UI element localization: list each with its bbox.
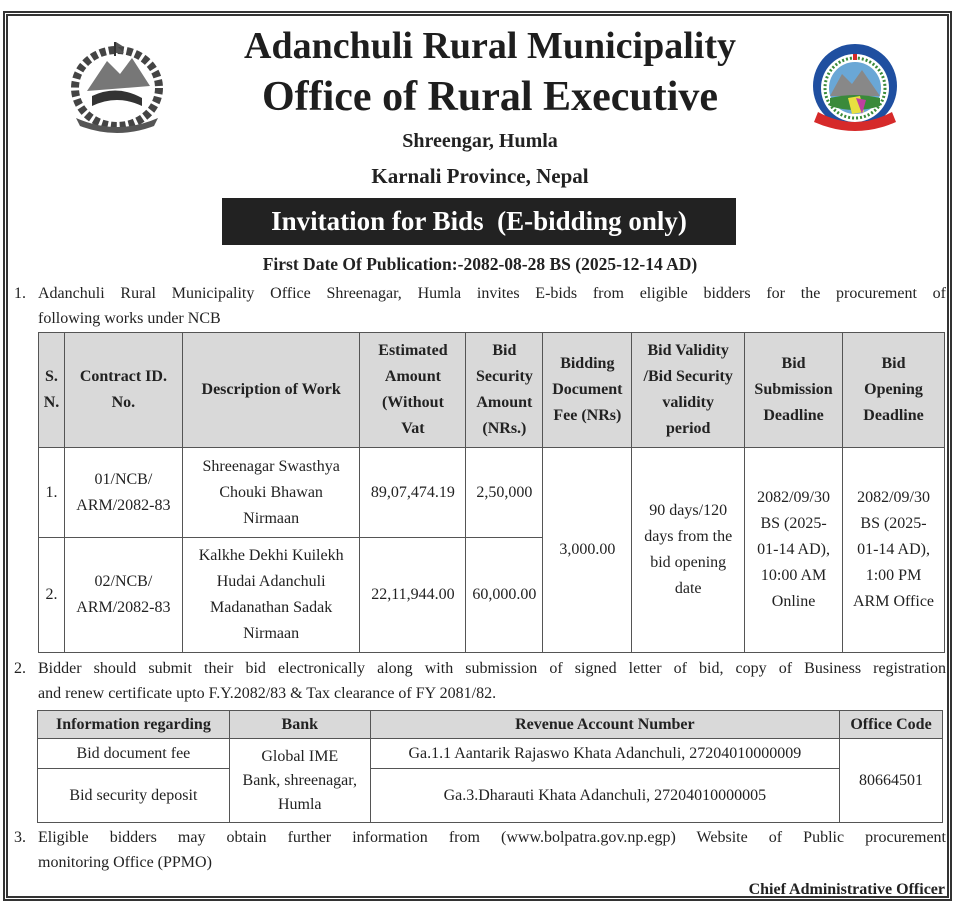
table-row <box>38 739 943 769</box>
cell-account: Ga.3.Dharauti Khata Adanchuli, 27204010000005 <box>370 769 839 823</box>
cell-sn: 1. <box>39 448 65 538</box>
header-contract-id <box>64 333 182 448</box>
header-opening-deadline <box>843 333 945 448</box>
paragraph-3 <box>14 825 946 875</box>
cell-text-line: Kalkhe Dekhi Kuilekh <box>198 547 344 564</box>
cell-text-line: Bid <box>881 355 906 372</box>
cell-text-line: Nirmaan <box>243 625 300 642</box>
cell-text-line: Contract ID. <box>79 368 167 385</box>
paragraph-number: 2. <box>14 660 26 677</box>
cell-text-line: Humla <box>277 795 322 813</box>
cell-text-line: 01/NCB/ <box>94 470 153 488</box>
paragraph-text-line: Adanchuli Rural Municipality Office Shreenagar, Humla invites E-bids from eligible bidders for the procurement of <box>38 285 946 302</box>
paragraph-2 <box>14 656 946 706</box>
address-line-2: Karnali Province, Nepal <box>371 164 589 188</box>
header-information-regarding: Information regarding <box>38 711 230 739</box>
header-validity <box>632 333 745 448</box>
cell-submission-deadline <box>745 448 843 653</box>
header-office-code: Office Code <box>840 711 943 739</box>
paragraph-text-line: Bidder should submit their bid electronically along with submission of signed letter of bid, copy of Business registration <box>38 660 946 677</box>
paragraph-text-line: monitoring Office (PPMO) <box>38 854 212 871</box>
cell-text-line: Deadline <box>863 407 924 424</box>
cell-text-line: 1:00 PM <box>865 567 922 584</box>
cell-text-line: Fee (NRs) <box>553 407 622 424</box>
cell-info: Bid document fee <box>38 739 230 769</box>
cell-text-line: Shreenagar Swasthya <box>202 457 340 475</box>
cell-text-line: Chouki Bhawan <box>219 483 323 501</box>
cell-text-line: validity <box>662 394 714 411</box>
cell-info: Bid security deposit <box>38 769 230 823</box>
cell-bid-security: 60,000.00 <box>466 538 543 653</box>
cell-text-line: 02/NCB/ <box>94 573 153 590</box>
cell-text-line: Bidding <box>560 355 615 372</box>
header-bid-security <box>466 333 543 448</box>
header-submission-deadline <box>745 333 843 448</box>
cell-text-line: 2082/09/30 <box>757 489 830 506</box>
publication-date: First Date Of Publication:-2082-08-28 BS (2025-12-14 AD) <box>262 254 698 274</box>
cell-text-line: 10:00 AM <box>760 567 827 584</box>
cell-text-line: Opening <box>864 381 923 398</box>
cell-text-line: 01-14 AD), <box>857 541 930 558</box>
header-sn <box>39 333 65 448</box>
cell-description <box>182 448 360 538</box>
cell-text-line: ARM/2082-83 <box>76 496 171 514</box>
cell-contract-id <box>64 448 182 538</box>
header-description <box>182 333 360 448</box>
cell-office-code: 80664501 <box>840 739 943 823</box>
municipality-name: Adanchuli Rural Municipality <box>244 25 736 67</box>
paragraph-text-line: following works under NCB <box>38 310 221 327</box>
table-header-row <box>39 333 945 448</box>
address-line-1: Shreengar, Humla <box>402 130 558 152</box>
cell-text-line: Bid <box>781 355 806 372</box>
cell-text-line: Submission <box>754 381 833 398</box>
cell-document-fee: 3,000.00 <box>543 448 632 653</box>
cell-text-line: Hudai Adanchuli <box>216 573 326 590</box>
cell-text-line: Bid Validity <box>647 342 729 359</box>
cell-contract-id <box>64 538 182 653</box>
cell-text-line: Document <box>552 381 623 398</box>
cell-bank <box>229 739 370 823</box>
cell-text-line: Description of Work <box>201 381 341 398</box>
cell-bid-security: 2,50,000 <box>466 448 543 538</box>
paragraph-text-line: and renew certificate upto F.Y.2082/83 & Tax clearance of FY 2081/82. <box>38 685 497 702</box>
cell-opening-deadline <box>843 448 945 653</box>
cell-text-line: Bank, shreenagar, <box>242 771 357 789</box>
paragraph-text-line: Eligible bidders may obtain further information from (www.bolpatra.gov.np.egp) Website of Public procurement <box>38 829 946 846</box>
header-document-fee <box>543 333 632 448</box>
cell-text-line: BS (2025- <box>760 515 827 532</box>
cell-account: Ga.1.1 Aantarik Rajaswo Khata Adanchuli, 27204010000009 <box>370 739 839 769</box>
table-header-row <box>38 711 943 739</box>
bank-account-table <box>37 710 943 823</box>
header-bank: Bank <box>229 711 370 739</box>
cell-text-line: days from the <box>644 528 733 545</box>
notice-title-banner: Invitation for Bids (E-bidding only) <box>222 198 736 245</box>
cell-text-line: Bid <box>492 342 517 359</box>
cell-estimated-amount: 22,11,944.00 <box>360 538 466 653</box>
cell-text-line: N. <box>43 394 60 411</box>
header-estimated-amount <box>360 333 466 448</box>
cell-text-line: Amount <box>384 368 441 385</box>
cell-text-line: 2082/09/30 <box>857 489 930 506</box>
cell-text-line: Amount <box>476 394 533 411</box>
cell-text-line: BS (2025- <box>860 515 927 532</box>
cell-text-line: Vat <box>401 420 425 437</box>
municipality-logo-icon <box>810 40 900 136</box>
office-name: Office of Rural Executive <box>261 74 719 120</box>
cell-text-line: ARM Office <box>853 593 935 610</box>
paragraph-1 <box>14 281 946 331</box>
cell-text-line: Nirmaan <box>243 509 300 527</box>
cell-text-line: 01-14 AD), <box>757 541 830 558</box>
cell-description <box>182 538 360 653</box>
cell-text-line: (NRs.) <box>482 420 527 437</box>
cell-text-line: Estimated <box>378 342 448 359</box>
cell-estimated-amount: 89,07,474.19 <box>360 448 466 538</box>
cell-text-line: S. <box>45 368 58 385</box>
table-row <box>38 769 943 823</box>
cell-text-line: date <box>674 580 702 597</box>
cell-text-line: bid opening <box>650 554 727 571</box>
cell-text-line: /Bid Security <box>643 368 733 385</box>
cell-text-line: ARM/2082-83 <box>76 599 171 616</box>
cell-text-line: (Without <box>381 394 444 411</box>
cell-sn: 2. <box>39 538 65 653</box>
paragraph-number: 1. <box>14 285 26 302</box>
paragraph-number: 3. <box>14 829 26 846</box>
cell-text-line: Global IME <box>261 747 339 765</box>
header-revenue-account: Revenue Account Number <box>370 711 839 739</box>
cell-text-line: period <box>665 420 711 437</box>
cell-text-line: Online <box>771 593 816 610</box>
cell-text-line: Madanathan Sadak <box>210 599 333 616</box>
cell-text-line: Security <box>475 368 533 385</box>
works-table <box>38 332 945 653</box>
cell-text-line: Deadline <box>763 407 824 424</box>
cell-text-line: 90 days/120 <box>649 502 728 519</box>
cell-validity <box>632 448 745 653</box>
cell-text-line: No. <box>111 394 136 411</box>
signatory-title: Chief Administrative Officer <box>748 881 945 898</box>
nepal-emblem-icon <box>62 36 172 136</box>
table-row <box>39 448 945 538</box>
